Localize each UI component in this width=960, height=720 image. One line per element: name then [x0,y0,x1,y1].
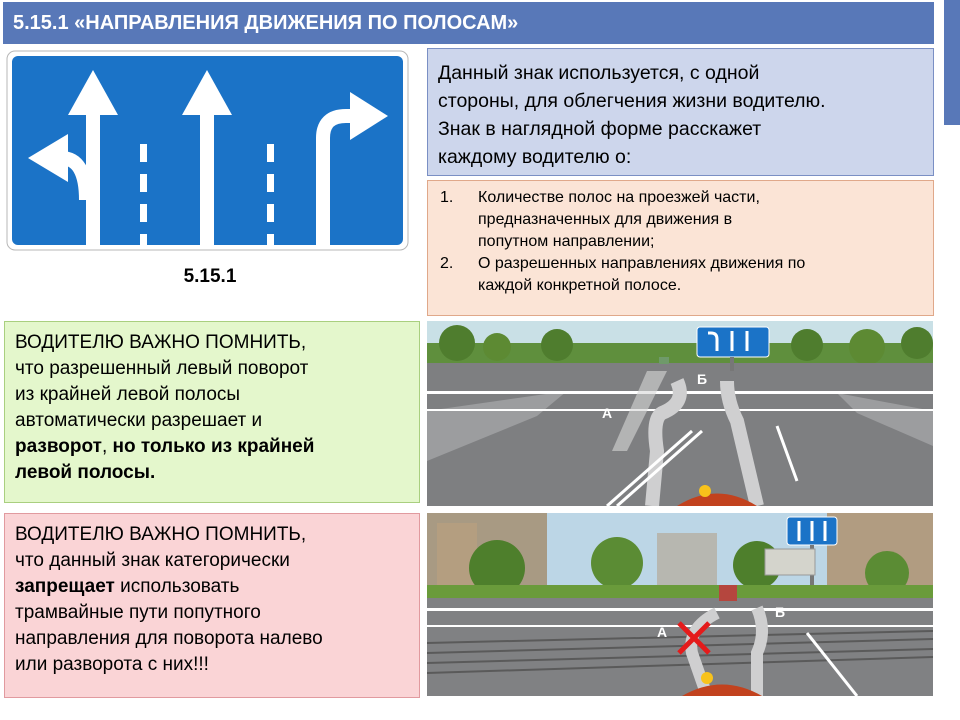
road-sign-5-15-1 [6,50,409,251]
list-line: попутном направлении; [478,233,655,250]
description-line: Данный знак используется, с одной [438,62,760,84]
page-title: 5.15.1 «НАПРАВЛЕНИЯ ДВИЖЕНИЯ ПО ПОЛОСАМ» [3,2,934,44]
note-bold-text: запрещает [15,576,115,597]
note-line: трамвайные пути попутного [15,602,261,623]
note-line: что данный знак категорически [15,550,290,571]
note-line [15,434,409,460]
note-left-turn-u-turn [4,321,420,503]
note-bold-text: левой полосы. [15,462,156,483]
note-heading: ВОДИТЕЛЮ ВАЖНО ПОМНИТЬ, [15,332,307,353]
note-line: что разрешенный левый поворот [15,358,309,379]
list-line: Количестве полос на проезжей части, [478,189,760,206]
description-box [427,48,934,176]
note-text: , [101,436,108,457]
lane-label-a: А [657,624,668,640]
list-item [436,253,923,297]
description-line: стороны, для облегчения жизни водителю. [438,90,826,112]
intersection-illustration-2 [427,513,933,696]
list-line: О разрешенных направлениях движения по [478,255,806,272]
list-line: каждой конкретной полосе. [478,277,682,294]
intersection-illustration-1 [427,321,933,506]
note-line: направления для поворота налево [15,628,323,649]
description-line: Знак в наглядной форме расскажет [438,118,762,140]
decorative-bar [944,0,960,125]
lane-label-b: Б [775,604,786,620]
list-number: 2. [440,255,454,272]
list-line: предназначенных для движения в [478,211,733,228]
lane-label-b: Б [697,371,708,387]
note-line [15,574,409,600]
info-list [427,180,934,316]
list-number: 1. [440,189,454,206]
note-line [15,460,409,486]
list-item [436,187,923,253]
note-bold-text: но только из крайней [107,436,315,457]
note-bold-text: разворот [15,436,102,457]
note-line: автоматически разрешает и [15,410,263,431]
note-line: или разворота с них!!! [15,654,209,675]
note-text: использовать [114,576,240,597]
note-line: из крайней левой полосы [15,384,241,405]
lane-label-a: А [602,405,613,421]
sign-code: 5.15.1 [183,266,237,287]
note-tram-tracks [4,513,420,698]
description-line: каждому водителю о: [438,146,632,168]
note-heading: ВОДИТЕЛЮ ВАЖНО ПОМНИТЬ, [15,524,307,545]
